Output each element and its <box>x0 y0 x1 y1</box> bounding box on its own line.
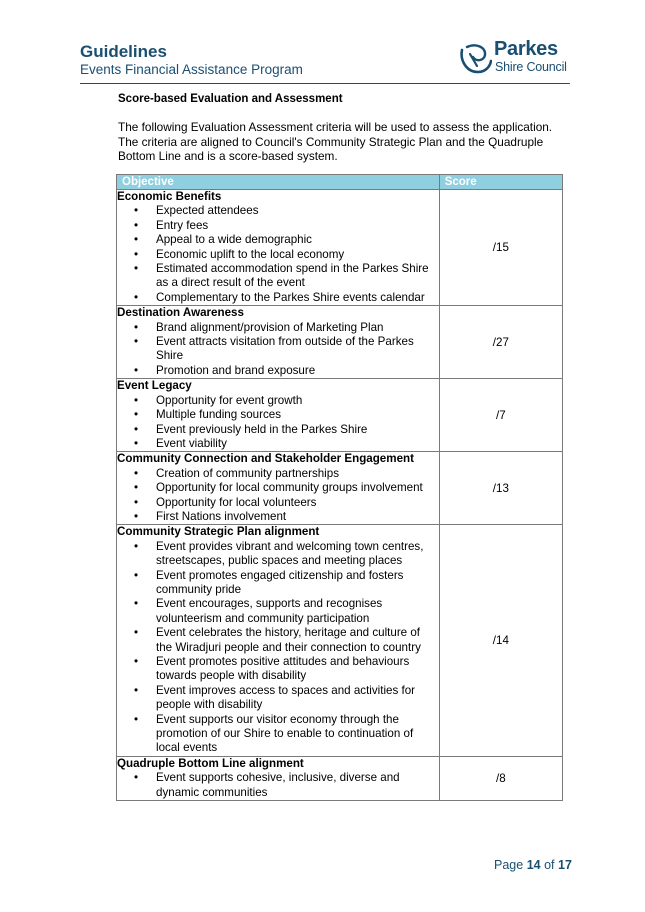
criterion-title: Community Strategic Plan alignment <box>117 525 320 539</box>
list-item: • Event encourages, supports and recognises volunteerism and community participation <box>156 597 439 626</box>
table-header-row <box>117 175 563 190</box>
page-total: 17 <box>558 858 572 872</box>
objective-cell <box>117 525 440 757</box>
list-item: • Entry fees <box>156 219 439 233</box>
criterion-list <box>117 771 439 800</box>
list-item: • Event promotes engaged citizenship and fosters community pride <box>156 569 439 598</box>
intro-paragraph: The following Evaluation Assessment criteria will be used to assess the application. The criteria are aligned to Council's Community Strategic Plan and the Quadruple Bottom Line and is a score-based system. <box>118 120 553 163</box>
list-item: • Promotion and brand exposure <box>156 364 439 378</box>
table-row <box>117 379 563 452</box>
objective-cell <box>117 190 440 306</box>
score-cell: /8 <box>439 756 562 800</box>
criterion-title: Destination Awareness <box>117 306 244 320</box>
column-header-objective: Objective <box>117 175 440 190</box>
list-item: • Creation of community partnerships <box>156 467 439 481</box>
list-item: • Expected attendees <box>156 204 439 218</box>
list-item: • Event supports cohesive, inclusive, diverse and dynamic communities <box>156 771 439 800</box>
header-divider <box>80 83 570 84</box>
criteria-table-body <box>117 190 563 801</box>
table-row <box>117 756 563 800</box>
evaluation-criteria-table <box>116 174 563 801</box>
list-item: • Opportunity for event growth <box>156 394 439 408</box>
score-cell: /7 <box>439 379 562 452</box>
list-item: • Event improves access to spaces and activities for people with disability <box>156 684 439 713</box>
objective-cell <box>117 306 440 379</box>
logo-text-primary: Parkes <box>494 38 558 60</box>
criterion-list <box>117 467 439 525</box>
table-row <box>117 452 563 525</box>
section-heading: Score-based Evaluation and Assessment <box>118 93 343 105</box>
list-item: • Multiple funding sources <box>156 408 439 422</box>
list-item: • Event viability <box>156 437 439 451</box>
list-item: • Appeal to a wide demographic <box>156 233 439 247</box>
list-item: • Opportunity for local community groups involvement <box>156 481 439 495</box>
list-item: • Event supports our visitor economy through the promotion of our Shire to enable to continuation of local events <box>156 713 439 756</box>
score-cell: /14 <box>439 525 562 757</box>
document-title: Guidelines <box>80 42 167 61</box>
list-item: • Event provides vibrant and welcoming town centres, streetscapes, public spaces and meeting places <box>156 540 439 569</box>
criterion-list <box>117 321 439 379</box>
score-cell: /13 <box>439 452 562 525</box>
table-row <box>117 525 563 757</box>
list-item: • Complementary to the Parkes Shire events calendar <box>156 291 439 305</box>
list-item: • Brand alignment/provision of Marketing Plan <box>156 321 439 335</box>
score-cell: /15 <box>439 190 562 306</box>
list-item: • Event celebrates the history, heritage and culture of the Wiradjuri people and their connection to country <box>156 626 439 655</box>
page-header <box>80 38 570 84</box>
objective-cell <box>117 452 440 525</box>
logo-swirl-icon <box>458 42 492 76</box>
list-item: • First Nations involvement <box>156 510 439 524</box>
criterion-title: Quadruple Bottom Line alignment <box>117 756 304 770</box>
list-item: • Event promotes positive attitudes and behaviours towards people with disability <box>156 655 439 684</box>
criterion-list <box>117 540 439 756</box>
page-of: of <box>544 858 555 872</box>
criterion-title: Event Legacy <box>117 379 192 393</box>
list-item: • Event previously held in the Parkes Shire <box>156 423 439 437</box>
list-item: • Economic uplift to the local economy <box>156 248 439 262</box>
document-subtitle: Events Financial Assistance Program <box>80 62 303 77</box>
list-item: • Estimated accommodation spend in the Parkes Shire as a direct result of the event <box>156 262 439 291</box>
criterion-list <box>117 394 439 452</box>
logo-text-secondary: Shire Council <box>495 60 567 74</box>
page-current: 14 <box>526 858 541 872</box>
column-header-score: Score <box>439 175 562 190</box>
list-item: • Event attracts visitation from outside of the Parkes Shire <box>156 335 439 364</box>
criterion-title: Economic Benefits <box>117 190 222 203</box>
objective-cell <box>117 379 440 452</box>
page-number <box>494 858 572 872</box>
page-label: Page <box>494 858 524 872</box>
criterion-list <box>117 204 439 305</box>
list-item: • Opportunity for local volunteers <box>156 496 439 510</box>
objective-cell <box>117 756 440 800</box>
table-row <box>117 190 563 306</box>
table-row <box>117 306 563 379</box>
score-cell: /27 <box>439 306 562 379</box>
criterion-title: Community Connection and Stakeholder Engagement <box>117 452 414 466</box>
parkes-shire-council-logo <box>458 38 570 78</box>
